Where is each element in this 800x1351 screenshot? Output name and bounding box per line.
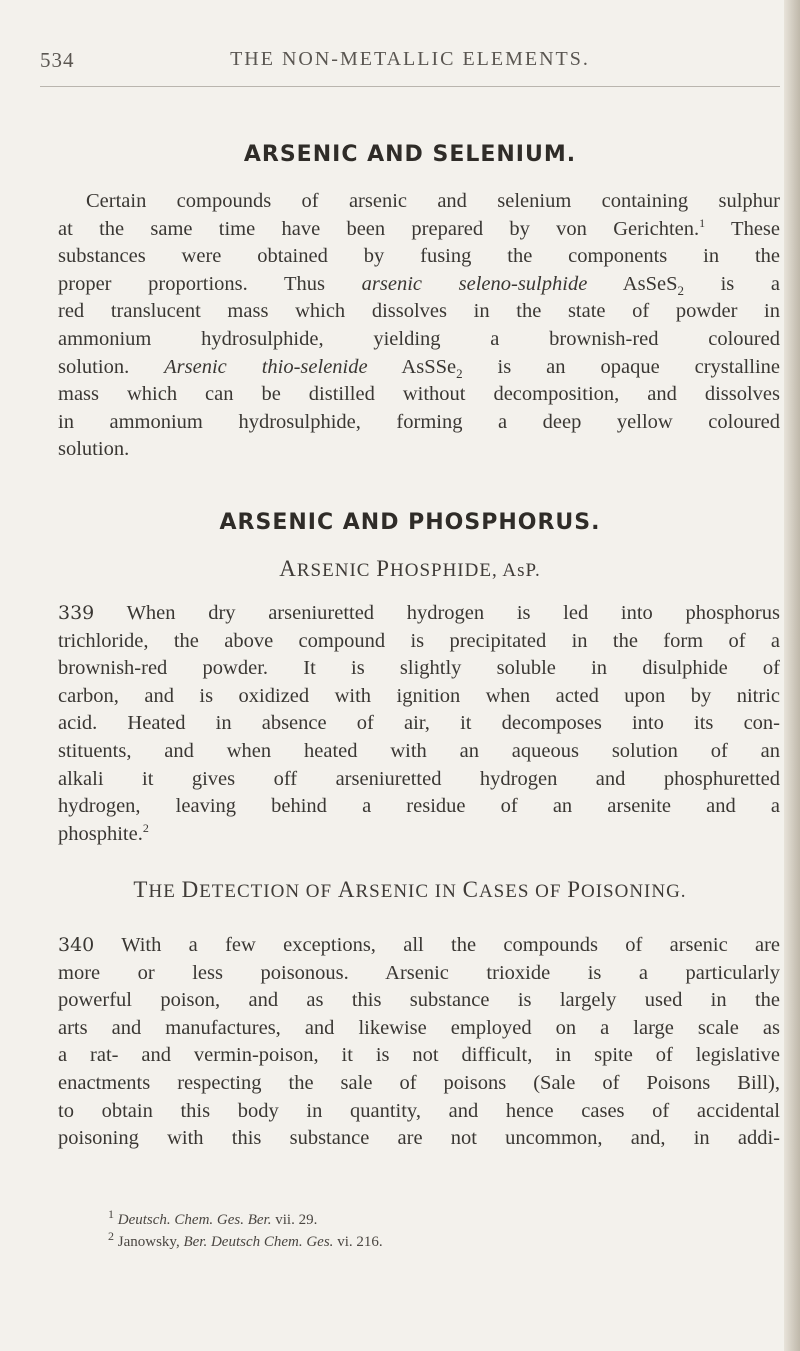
text-line: enactments respecting the sale of poisons (Sale of Poisons Bill), (58, 1071, 780, 1094)
paragraph-arsenic-selenium (58, 188, 780, 464)
formula-asse2: AsSSe$_2$ (401, 355, 463, 381)
heading-arsenic-phosphorus: ARSENIC AND PHOSPHORUS. (219, 510, 601, 535)
text-line: 340 With a few exceptions, all the compounds of arsenic are (58, 934, 780, 956)
subheading-arsenic-phosphide: ARSENIC PHOSPHIDE, AsP. (279, 556, 541, 581)
text-line: in ammonium hydrosulphide, forming a deep yellow coloured (58, 410, 780, 433)
running-title: THE NON-METALLIC ELEMENTS. (230, 48, 590, 70)
heading-arsenic-selenium: ARSENIC AND SELENIUM. (243, 142, 577, 167)
text-line: ammonium hydrosulphide, yielding a brownish-red coloured (58, 327, 780, 350)
page-number: 534 (40, 48, 75, 72)
text-line: acid. Heated in absence of air, it decomposes into its con- (58, 712, 780, 735)
text-line: at the same time have been prepared by von Gerichten.$^1$ These (58, 215, 780, 240)
footnote-2: $^2$ Janowsky, Ber. Deutsch Chem. Ges. vi. 216. (108, 1229, 383, 1250)
text-line: substances were obtained by fusing the components in the (58, 245, 780, 268)
text-line: alkali it gives off arseniuretted hydrogen and phosphuretted (58, 767, 780, 790)
text-line: proper proportions. Thus arsenic seleno-sulphide AsSeS$_2$ is a (58, 272, 780, 298)
text-line: red translucent mass which dissolves in the state of powder in (58, 300, 780, 323)
page-edge-shadow (784, 0, 800, 1351)
paragraph-339 (58, 600, 780, 848)
paragraph-number: 339 (58, 602, 95, 624)
text-line: Certain compounds of arsenic and selenium containing sulphur (86, 190, 780, 212)
header-rule (40, 86, 780, 87)
term-seleno-sulphide: arsenic seleno-sulphide (361, 272, 588, 295)
formula-assesr: AsSeS$_2$ (622, 272, 684, 298)
footnote-1: $^1$ Deutsch. Chem. Ges. Ber. vii. 29. (108, 1207, 318, 1228)
footnote-ref-1[interactable]: 1 (699, 215, 706, 230)
text-line: brownish-red powder. It is slightly soluble in disulphide of (58, 657, 780, 680)
text-line: trichloride, the above compound is precipitated in the form of a (58, 629, 780, 652)
text-line: solution. Arsenic thio-selenide AsSSe$_2$ is an opaque crystalline (58, 355, 780, 381)
text-line: a rat- and vermin-poison, it is not difficult, in spite of legislative (58, 1044, 780, 1067)
term-thio-selenide: Arsenic thio-selenide (164, 355, 368, 378)
text-line: solution. (58, 438, 130, 461)
text-line: 339 When dry arseniuretted hydrogen is led into phosphorus (58, 602, 780, 624)
text-line: mass which can be distilled without decomposition, and dissolves (58, 383, 780, 406)
text-line: carbon, and is oxidized with ignition when acted upon by nitric (58, 684, 780, 707)
text-line: powerful poison, and as this substance is largely used in the (58, 989, 780, 1012)
text-line: more or less poisonous. Arsenic trioxide is a particularly (58, 961, 780, 984)
paragraph-number: 340 (58, 934, 95, 956)
subheading-detection: THE DETECTION OF ARSENIC IN CASES OF POISONING. (133, 877, 687, 902)
footnote-ref-2[interactable]: 2 (142, 820, 149, 835)
text-line: phosphite.$^2$ (58, 820, 149, 845)
text-line: stituents, and when heated with an aqueous solution of an (58, 739, 780, 762)
running-head (40, 48, 780, 82)
text-line: hydrogen, leaving behind a residue of an arsenite and a (58, 795, 780, 818)
text-line: to obtain this body in quantity, and hence cases of accidental (58, 1099, 780, 1122)
text-line: arts and manufactures, and likewise employed on a large scale as (58, 1016, 780, 1039)
text-line: poisoning with this substance are not uncommon, and, in addi- (58, 1127, 780, 1150)
paragraph-340 (58, 932, 780, 1153)
